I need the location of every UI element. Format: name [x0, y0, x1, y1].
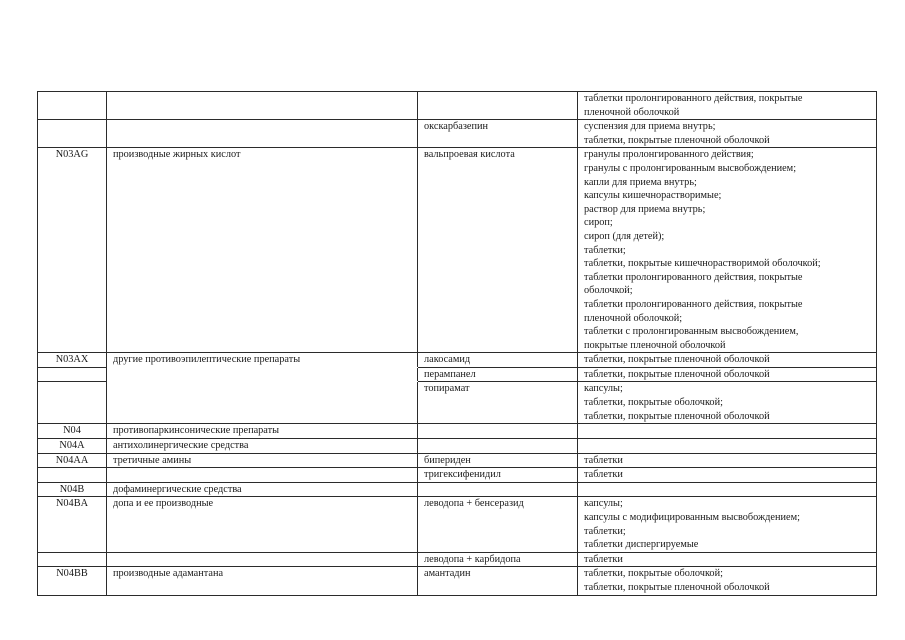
table-row	[38, 382, 877, 424]
atc-code-cell: N03AX	[38, 353, 107, 368]
drug-name-cell: топирамат	[418, 382, 578, 424]
table-row	[38, 468, 877, 483]
drug-name-cell	[418, 482, 578, 497]
drug-name-cell: тригексифенидил	[418, 468, 578, 483]
group-name-cell: допа и ее производные	[107, 497, 418, 552]
dosage-form-cell: гранулы пролонгированного действия; гранулы с пролонгированным высвобождением; капли для приема внутрь; капсулы кишечнорастворимые; раствор для приема внутрь; сироп; сироп (для детей); таблетки; таблетки, покрытые кишечнорастворимой оболочкой; таблетки пролонгированного действия, покрытые оболочкой; таблетки пролонгированного действия, покрытые пленочной оболочкой; таблетки с пролонгированным высвобождением, покрытые пленочной оболочкой	[578, 148, 877, 353]
group-name-cell: антихолинергические средства	[107, 439, 418, 454]
table-row	[38, 552, 877, 567]
table-row	[38, 353, 877, 368]
table-row	[38, 120, 877, 148]
table-row	[38, 453, 877, 468]
dosage-form-cell: таблетки пролонгированного действия, покрытые пленочной оболочкой	[578, 92, 877, 120]
dosage-form-cell: таблетки, покрытые оболочкой; таблетки, покрытые пленочной оболочкой	[578, 567, 877, 595]
drug-name-cell	[418, 424, 578, 439]
group-name-cell: дофаминергические средства	[107, 482, 418, 497]
drug-name-cell: бипериден	[418, 453, 578, 468]
group-name-cell: противопаркинсонические препараты	[107, 424, 418, 439]
atc-code-cell: N04B	[38, 482, 107, 497]
group-name-cell	[107, 382, 418, 424]
table-row	[38, 439, 877, 454]
dosage-form-cell	[578, 424, 877, 439]
drug-list-table	[37, 91, 877, 596]
dosage-form-cell: суспензия для приема внутрь; таблетки, покрытые пленочной оболочкой	[578, 120, 877, 148]
group-name-cell	[107, 92, 418, 120]
group-name-cell	[107, 468, 418, 483]
atc-code-cell	[38, 468, 107, 483]
table-row	[38, 367, 877, 382]
drug-name-cell: лакосамид	[418, 353, 578, 368]
table-row	[38, 497, 877, 552]
dosage-form-cell	[578, 439, 877, 454]
dosage-form-cell: капсулы; капсулы с модифицированным высвобождением; таблетки; таблетки диспергируемые	[578, 497, 877, 552]
dosage-form-cell: капсулы; таблетки, покрытые оболочкой; таблетки, покрытые пленочной оболочкой	[578, 382, 877, 424]
dosage-form-cell: таблетки, покрытые пленочной оболочкой	[578, 353, 877, 368]
group-name-cell	[107, 552, 418, 567]
group-name-cell: третичные амины	[107, 453, 418, 468]
table-row	[38, 424, 877, 439]
dosage-form-cell: таблетки	[578, 453, 877, 468]
atc-code-cell: N04	[38, 424, 107, 439]
dosage-form-cell: таблетки	[578, 468, 877, 483]
atc-code-cell: N04BB	[38, 567, 107, 595]
atc-code-cell	[38, 92, 107, 120]
drug-name-cell: окскарбазепин	[418, 120, 578, 148]
atc-code-cell: N03AG	[38, 148, 107, 353]
drug-name-cell	[418, 439, 578, 454]
group-name-cell	[107, 367, 418, 382]
dosage-form-cell: таблетки	[578, 552, 877, 567]
drug-name-cell	[418, 92, 578, 120]
atc-code-cell	[38, 552, 107, 567]
atc-code-cell	[38, 120, 107, 148]
table-row	[38, 567, 877, 595]
group-name-cell: другие противоэпилептические препараты	[107, 353, 418, 368]
drug-name-cell: перампанел	[418, 367, 578, 382]
atc-code-cell	[38, 382, 107, 424]
atc-code-cell: N04A	[38, 439, 107, 454]
group-name-cell: производные адамантана	[107, 567, 418, 595]
drug-name-cell: леводопа + бенсеразид	[418, 497, 578, 552]
drug-name-cell: вальпроевая кислота	[418, 148, 578, 353]
drug-name-cell: амантадин	[418, 567, 578, 595]
group-name-cell: производные жирных кислот	[107, 148, 418, 353]
group-name-cell	[107, 120, 418, 148]
atc-code-cell: N04BA	[38, 497, 107, 552]
drug-name-cell: леводопа + карбидопа	[418, 552, 578, 567]
dosage-form-cell: таблетки, покрытые пленочной оболочкой	[578, 367, 877, 382]
dosage-form-cell	[578, 482, 877, 497]
atc-code-cell: N04AA	[38, 453, 107, 468]
table-row	[38, 148, 877, 353]
atc-code-cell	[38, 367, 107, 382]
table-row	[38, 92, 877, 120]
table-row	[38, 482, 877, 497]
